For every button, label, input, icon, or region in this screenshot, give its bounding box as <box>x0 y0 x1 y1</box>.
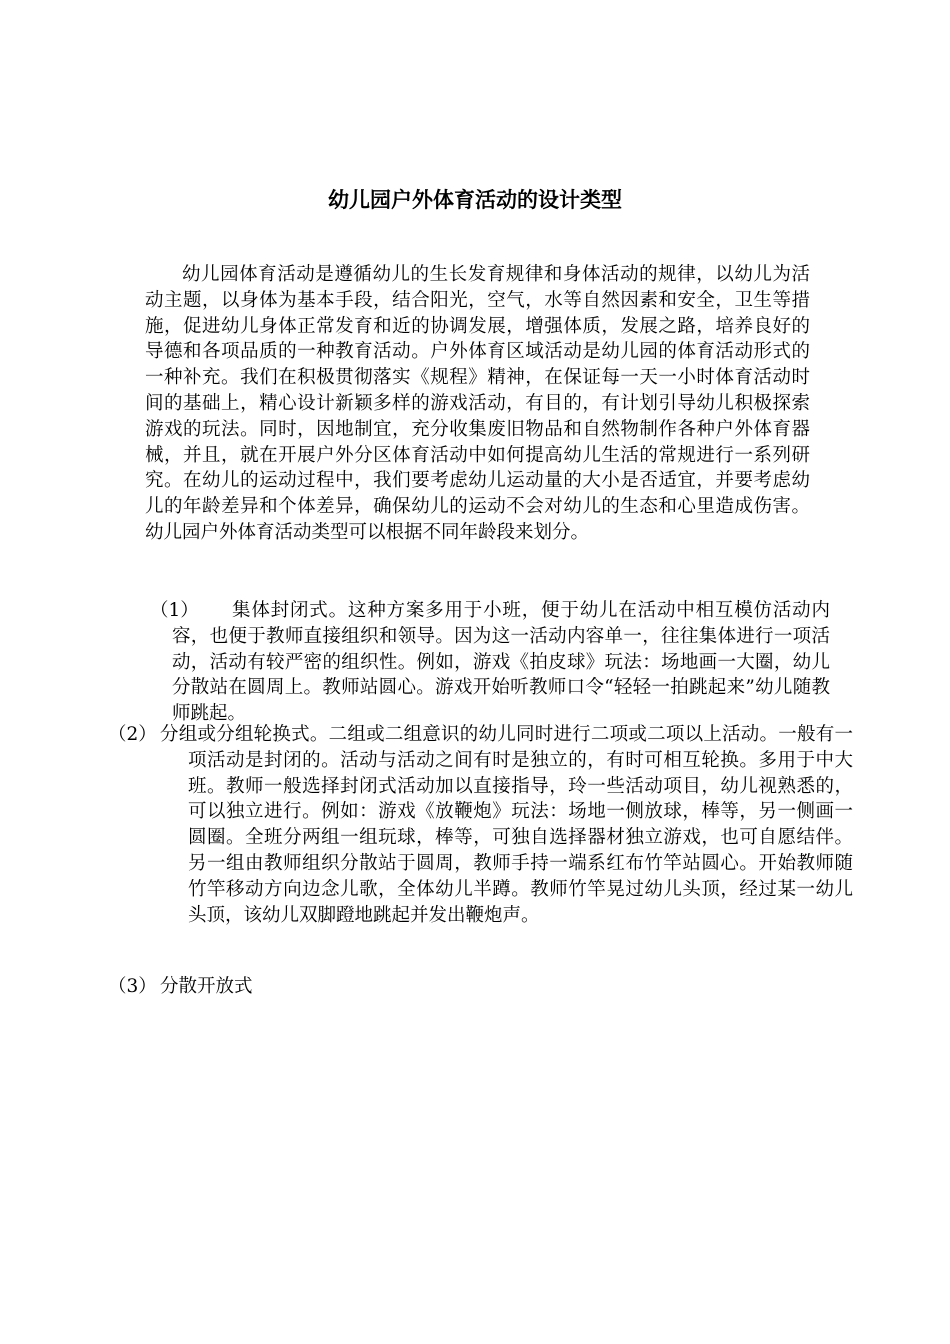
list-item-number: （3） <box>108 976 157 997</box>
list-item-text: 分散开放式 <box>160 976 253 997</box>
intro-paragraph: 幼儿园体育活动是遵循幼儿的生长发育规律和身体活动的规律，以幼儿为活动主题，以身体为基本手段，结合阳光，空气，水等自然因素和安全，卫生等措施，促进幼儿身体正常发育和近的协调发展，增强体质，发展之路，培养良好的导德和各项品质的一种教育活动。户外体育区域活动是幼儿园的体育活动形式的一种补充。我们在积极贯彻落实《规程》精神，在保证每一天一小时体育活动时间的基础上，精心设计新颖多样的游戏活动，有目的，有计划引导幼儿积极探索游戏的玩法。同时，因地制宜，充分收集废旧物品和自然物制作各种户外体育器械，并且，就在开展户外分区体育活动中如何提高幼儿生活的常规进行一系列研究。在幼儿的运动过程中，我们要考虑幼儿运动量的大小是否适宜，并要考虑幼儿的年龄差异和个体差异，确保幼儿的运动不会对幼儿的生态和心里造成伤害。幼儿园户外体育活动类型可以根据不同年龄段来划分。 <box>145 264 810 543</box>
list-item <box>108 722 853 928</box>
list-item <box>108 974 508 1000</box>
list-item-number: （1） <box>150 600 199 621</box>
list-item-number: （2） <box>108 724 157 745</box>
page-title: 幼儿园户外体育活动的设计类型 <box>328 188 622 212</box>
list-item-text: 集体封闭式。这种方案多用于小班，便于幼儿在活动中相互模仿活动内容，也便于教师直接组织和领导。因为这一活动内容单一，往往集体进行一项活动，活动有较严密的组织性。例如，游戏《拍皮球》玩法：场地画一大圈，幼儿分散站在圆周上。教师站圆心。游戏开始听教师口令“轻轻一拍跳起来”幼儿随教师跳起。 <box>172 600 830 725</box>
list-item <box>150 598 830 727</box>
list-item-text: 分组或分组轮换式。二组或二组意识的幼儿同时进行二项或二项以上活动。一般有一项活动是封闭的。活动与活动之间有时是独立的，有时可相互轮换。多用于中大班。教师一般选择封闭式活动加以直接指导，玲一些活动项目，幼儿视熟悉的，可以独立进行。例如：游戏《放鞭炮》玩法：场地一侧放球，棒等，另一侧画一圆圈。全班分两组一组玩球，棒等，可独自选择器材独立游戏，也可自愿结伴。另一组由教师组织分散站于圆周，教师手持一端系红布竹竿站圆心。开始教师随竹竿移动方向边念儿歌，全体幼儿半蹲。教师竹竿晃过幼儿头顶，经过某一幼儿头顶，该幼儿双脚蹬地跳起并发出鞭炮声。 <box>160 724 853 926</box>
